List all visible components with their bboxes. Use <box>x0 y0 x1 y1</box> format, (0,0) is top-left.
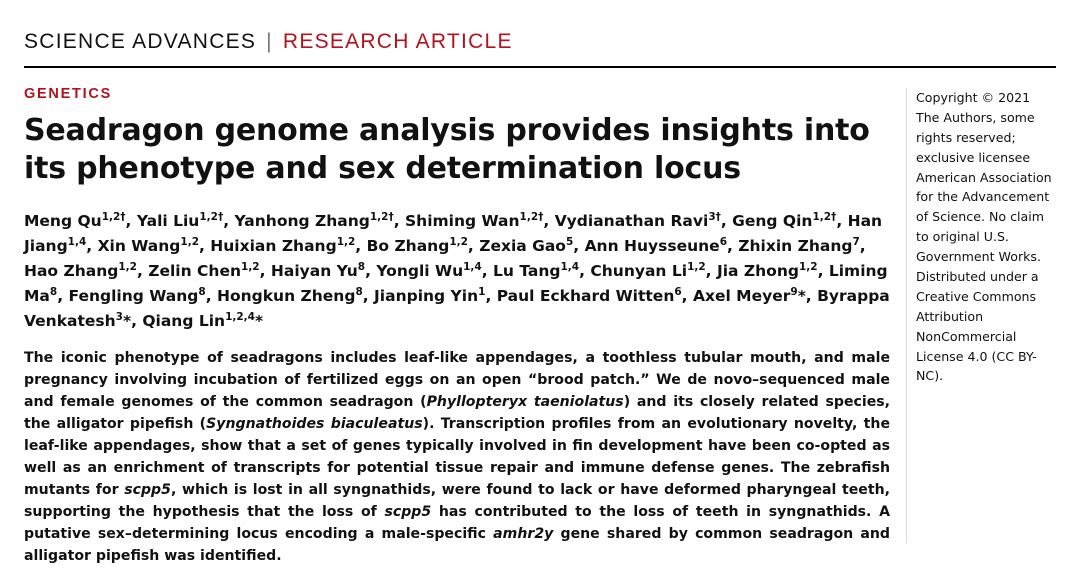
journal-header <box>24 0 1056 54</box>
column-divider <box>906 88 907 543</box>
page-title: Seadragon genome analysis provides insights into its phenotype and sex determination locus <box>24 113 870 187</box>
article-body <box>24 86 1056 568</box>
author-list: Meng $Qu^{1,2\dagger}$, Yali Liu$^{1,2\dagger}$, Yanhong Zhang$^{1,2\dagger}$, Shiming Wan$^{1,2\dagger}$, Vydianathan Ravi$^{3\dagger}$, Geng Qin$^{1,2\dagger}$, Han Jiang$^{1,4}$, Xin Wang$^{1,2}$, Huixian Zhang$^{1,2}$, Bo Zhang$^{1,2}$, Zexia Gao$^5$, Ann Huysseune$^6$, Zhixin Zhang$^7$, Hao Zhang$^{1,2}$, Zelin Chen$^{1,2}$, Haiyan Yu$^8$, Yongli Wu$^{1,4}$, Lu Tang$^{1,4}$, Chunyan Li$^{1,2}$, Jia Zhong$^{1,2}$, Liming Ma$^8$, Fengling Wang$^8$, Hongkun Zheng$^8$, Jianping Yin$^1$, Paul Eckhard Witten$^6$, Axel Meyer$^9$*, Byrappa Venkatesh$^3$*, Qiang Lin$^{1,2,4}$* <box>24 210 890 331</box>
sidebar-column <box>908 86 1056 568</box>
header-divider: | <box>266 30 273 53</box>
abstract-text: The iconic phenotype of seadragons includes leaf-like appendages, a toothless tubular mouth, and male pregnancy involving incubation of fertilized eggs on an open “brood patch.” We de novo–sequenced male and female genomes of the common seadragon (Phyllopteryx taeniolatus) and its closely related species, the alligator pipefish (Syngnathoides biaculeatus). Transcription profiles from an evolutionary novelty, the leaf-like appendages, show that a set of genes typically involved in fin development have been co-opted as well as an enrichment of transcripts for potential tissue repair and immune defense genes. The zebrafish mutants for scpp5, which is lost in all syngnathids, were found to lack or have deformed pharyngeal teeth, supporting the hypothesis that the loss of scpp5 has contributed to the loss of teeth in syngnathids. A putative sex–determining locus encoding a male-specific amhr2y gene shared by common seadragon and alligator pipefish was identified. <box>24 350 891 565</box>
subject-section-label: GENETICS <box>24 86 113 102</box>
header-rule <box>24 66 1056 68</box>
main-column <box>24 86 908 568</box>
journal-name: SCIENCE ADVANCES <box>24 30 257 53</box>
article-type-label: RESEARCH ARTICLE <box>282 30 513 53</box>
copyright-notice: Copyright © 2021 The Authors, some rights reserved; exclusive licensee American Association for the Advancement of Science. No claim to original U.S. Government Works. Distributed under a Creative Commons Attribution NonCommercial License 4.0 (CC BY-NC). <box>916 90 1052 384</box>
